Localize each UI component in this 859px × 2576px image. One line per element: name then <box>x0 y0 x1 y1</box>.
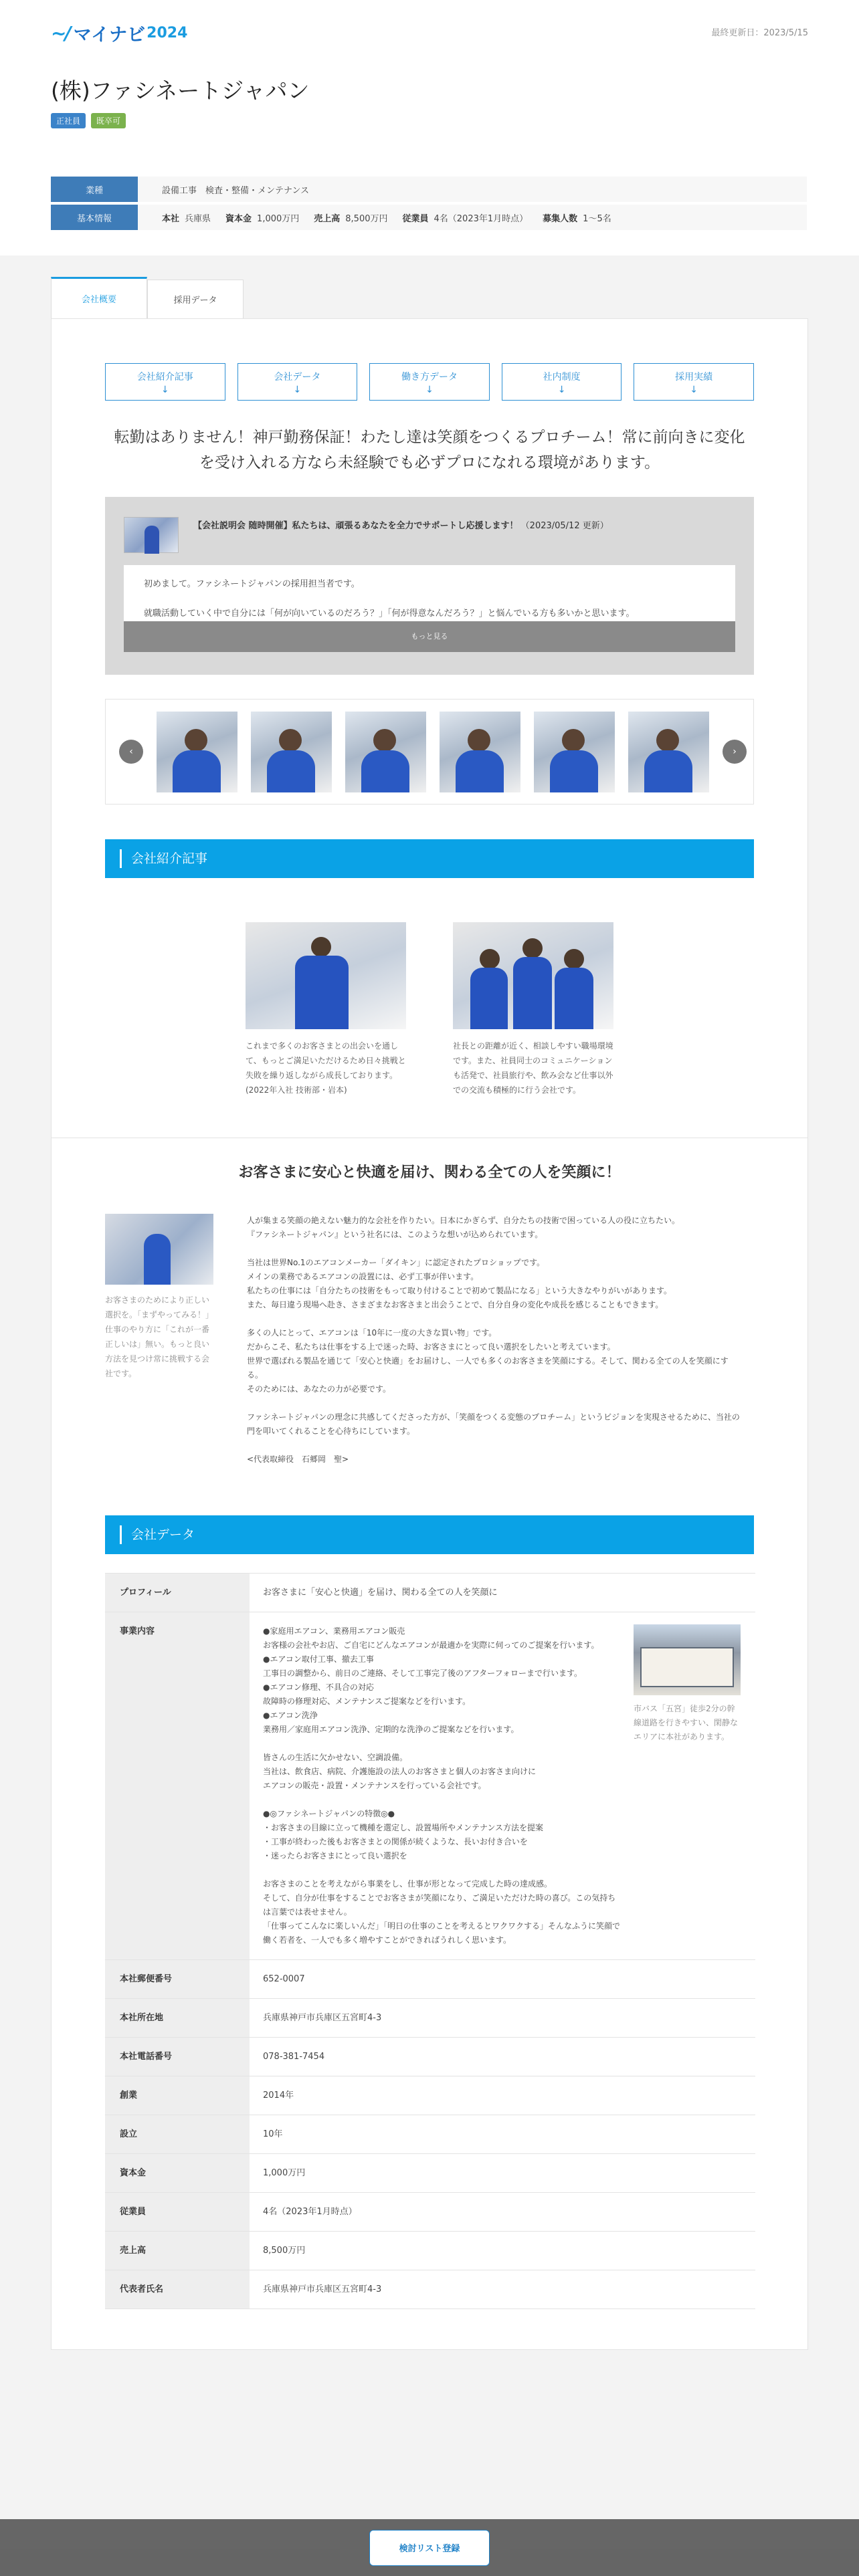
carousel-next-icon[interactable]: › <box>723 740 747 764</box>
last-updated: 最終更新日：2023/5/15 <box>711 28 808 38</box>
table-key: 創業 <box>105 2076 250 2115</box>
logo-brand: マイナビ <box>73 25 146 45</box>
basic-info-values <box>138 211 611 224</box>
table-key: 本社電話番号 <box>105 2038 250 2076</box>
business-side <box>634 1624 741 1947</box>
table-value: 2014年 <box>250 2076 755 2115</box>
section-header-articles: 会社紹介記事 <box>105 839 754 878</box>
table-key: 設立 <box>105 2115 250 2154</box>
info-employees: 従業員 4名（2023年1月時点） <box>402 213 529 224</box>
company-data-table <box>105 1573 755 2309</box>
info-capital: 資本金 1,000万円 <box>225 213 300 224</box>
table-key: 代表者氏名 <box>105 2270 250 2309</box>
message-essay: 人が集まる笑顔の絶えない魅力的な会社を作りたい。日本にかぎらず、自分たちの技術で困っている人の役に立ちたい。 『ファシネートジャパン』という社名には、このような想いが込められています。 当社は世界No.1のエアコンメーカー「ダイキン」に認定されたプロショップです。 メインの業務であるエアコンの設置には、必ず工事が伴います。 私たちの仕事には「自分たちの技術をもって取り付けることで初めて製品になる」という大きなやりがいがあります。 また、毎日違う現場へ赴き、さまざまなお客さまと出会うことで、自分自身の変化や成長を感じることもできます。 多くの人にとって、エアコンは「10年に一度の大きな買い物」です。 だからこそ、私たちは仕事をする上で迷った時、お客さまにとって良い選択をしたいと考えています。 世界で選ばれる製品を通じて「安心と快適」をお届けし、一人でも多くのお客さまを笑顔にする。そして、関わる全ての人を笑顔にする。 そのためには、あなたの力が必要です。 ファシネートジャパンの理念に共感してくださった方が、「笑顔をつくる変態のプロチーム」というビジョンを実現させるために、当社の門を叩いてくれることを心待ちにしています。 <代表取締役 石郷岡 聖> <box>247 1216 740 1464</box>
badges <box>51 113 808 128</box>
table-value: 8,500万円 <box>250 2232 755 2270</box>
article-card[interactable] <box>453 922 613 1097</box>
article-text: 社長との距離が近く、相談しやすい職場環境です。また、社員同士のコミュニケーションも活発で、社員旅行や、飲み会など仕事以外での交流も積極的に行う会社です。 <box>453 1041 613 1095</box>
company-name: (株)ファシネートジャパン <box>51 78 310 104</box>
table-value: 兵庫県神戸市兵庫区五宮町4-3 <box>250 2270 755 2309</box>
business-description: ●家庭用エアコン、業務用エアコン販売 お客様の会社やお店、ご自宅にどんなエアコンが最適かを実際に伺ってのご提案を行います。 ●エアコン取付工事、撤去工事 工事日の調整から、前日のご連絡、そして工事完了後のアフターフォローまで行います。 ●エアコン修理、不具合の対応 故障時の修理対応、メンテナンスご提案などを行います。 ●エアコン洗浄 業務用／家庭用エアコン洗浄、定期的な洗浄のご提案などを行います。 皆さんの生活に欠かせない、空調設備。 当社は、飲食店、病院、介護施設の法人のお客さまと個人のお客さま向けに エアコンの販売・設置・メンテナンスを行っている会社です。 ●◎ファシネートジャパンの特徴◎● ・お客さまの目線に立って機種を選定し、設置場所やメンテナンス方法を提案 ・工事が終わった後もお客さまとの関係が続くような、長いお付き合いを ・迷ったらお客さまにとって良い選択を お客さまのことを考えながら事業をし、仕事が形となって完成した時の達成感。 そして、自分が仕事をすることでお客さまが笑顔になり、ご満足いただけた時の喜び。この気持ちは言葉では表せません。 「仕事ってこんなに楽しいんだ」「明日の仕事のことを考えるとワクワクする」そんなふうに笑顔で働く若者を、一人でも多く増やすことができればうれしく思います。 <box>263 1626 621 1945</box>
table-row <box>105 2232 755 2270</box>
section-header-company-data: 会社データ <box>105 1515 754 1554</box>
arrow-down-icon: ↓ <box>425 384 434 395</box>
carousel-photo[interactable] <box>345 712 426 792</box>
notice-header <box>124 517 735 553</box>
table-key: 本社所在地 <box>105 1999 250 2038</box>
table-row <box>105 2076 755 2115</box>
article-text: これまで多くのお客さまとの出会いを通して、もっとご満足いただけるため日々挑戦と失敗を繰り返しながら成長しております。(2022年入社 技術部・岩本) <box>246 1041 406 1095</box>
office-caption: 市バス「五宮」徒歩2分の幹線道路を行きやすい、閑静なエリアに本社があります。 <box>634 1704 739 1741</box>
info-sales: 売上高 8,500万円 <box>314 213 388 224</box>
nav-articles[interactable]: 会社紹介記事 ↓ <box>105 363 225 401</box>
basic-info-row <box>51 205 807 230</box>
read-more-button[interactable]: もっと見る <box>124 621 735 652</box>
arrow-down-icon: ↓ <box>557 384 566 395</box>
table-value: 078-381-7454 <box>250 2038 755 2076</box>
table-value: 兵庫県神戸市兵庫区五宮町4-3 <box>250 1999 755 2038</box>
table-row <box>105 1960 755 1999</box>
article-card[interactable] <box>246 922 406 1097</box>
industry-value: 設備工事 検査・整備・メンテナンス <box>162 185 309 196</box>
message-photo <box>105 1214 213 1285</box>
table-key: 売上高 <box>105 2232 250 2270</box>
carousel-photo[interactable] <box>157 712 237 792</box>
notice-thumbnail <box>124 517 179 553</box>
table-value: 1,000万円 <box>250 2154 755 2193</box>
nav-hiring-record[interactable]: 採用実績 ↓ <box>634 363 754 401</box>
carousel-photo[interactable] <box>440 712 520 792</box>
article-photo <box>246 922 406 1029</box>
logo-year: 2024 <box>147 25 188 41</box>
badge-fulltime: 正社員 <box>51 113 86 128</box>
arrow-down-icon: ↓ <box>690 384 698 395</box>
carousel-prev-icon[interactable]: ‹ <box>119 740 143 764</box>
table-row <box>105 1999 755 2038</box>
site-header <box>0 0 859 64</box>
table-key: 事業内容 <box>105 1612 250 1960</box>
table-value: 4名（2023年1月時点） <box>250 2193 755 2232</box>
table-value: お客さまに「安心と快適」を届け、関わる全ての人を笑顔に <box>250 1574 755 1612</box>
table-row <box>105 2193 755 2232</box>
article-photo <box>453 922 613 1029</box>
add-to-list-button[interactable]: 検討リスト登録 <box>369 2530 490 2566</box>
table-row <box>105 2038 755 2076</box>
info-hq: 本社 兵庫県 <box>162 213 211 224</box>
article-list <box>105 922 754 1097</box>
message-side <box>105 1214 213 1481</box>
table-value: 10年 <box>250 2115 755 2154</box>
company-header <box>0 64 859 255</box>
event-notice <box>105 497 754 675</box>
message-side-text: お客さまのためにより正しい選択を。「まずやってみる！」仕事のやり方に「これが一番正しいは」無い。もっと良い方法を見つけ常に挑戦する会社です。 <box>105 1295 214 1378</box>
notice-body: 初めまして。ファシネートジャパンの採用担当者です。 就職活動していく中で自分には「何が向いているのだろう？」「何が得意なんだろう？」と悩んでいる方も多いかと思います。 もっと見る <box>124 565 735 652</box>
carousel-photo[interactable] <box>534 712 615 792</box>
table-key: 資本金 <box>105 2154 250 2193</box>
arrow-down-icon: ↓ <box>293 384 302 395</box>
carousel-photo[interactable] <box>251 712 332 792</box>
tab-company-overview[interactable]: 会社概要 <box>51 277 147 318</box>
photo-carousel <box>105 699 754 804</box>
basic-info-label: 基本情報 <box>51 205 138 230</box>
page-tabs <box>51 277 859 318</box>
nav-work-data[interactable]: 働き方データ ↓ <box>369 363 490 401</box>
carousel-photo[interactable] <box>628 712 709 792</box>
badge-graduates-ok: 既卒可 <box>91 113 126 128</box>
table-row <box>105 1574 755 1612</box>
tab-recruit-data[interactable]: 採用データ <box>147 280 244 318</box>
mynavi-logo[interactable] <box>51 20 187 46</box>
nav-company-data[interactable]: 会社データ ↓ <box>237 363 358 401</box>
notice-title[interactable]: 【会社説明会 随時開催】私たちは、頑張るあなたを全力でサポートし応援します！ （2023/05/12 更新） <box>193 521 609 531</box>
industry-row <box>51 177 807 202</box>
carousel-list <box>157 712 709 792</box>
table-value <box>250 1612 755 1960</box>
arrow-down-icon: ↓ <box>161 384 169 395</box>
message-body <box>105 1214 754 1481</box>
table-key: プロフィール <box>105 1574 250 1612</box>
table-row <box>105 1612 755 1960</box>
table-value: 652-0007 <box>250 1960 755 1999</box>
company-info <box>51 177 807 230</box>
section-nav <box>105 363 754 401</box>
content-panel <box>51 318 808 2350</box>
table-key: 従業員 <box>105 2193 250 2232</box>
info-recruit: 募集人数 1～5名 <box>543 213 611 224</box>
office-photo <box>634 1624 741 1695</box>
nav-benefits[interactable]: 社内制度 ↓ <box>502 363 622 401</box>
message-title: お客さまに安心と快適を届け、関わる全ての人を笑顔に！ <box>238 1164 621 1181</box>
ceo-message <box>52 1138 807 1481</box>
table-key: 本社郵便番号 <box>105 1960 250 1999</box>
catchcopy: 転勤はありません！神戸勤務保証！わたし達は笑顔をつくるプロチーム！常に前向きに変化を受け入れる方なら未経験でも必ずプロになれる環境があります。 <box>114 429 745 471</box>
table-row <box>105 2154 755 2193</box>
table-row <box>105 2270 755 2309</box>
table-row <box>105 2115 755 2154</box>
logo-mark-icon: ~/ <box>51 22 70 44</box>
industry-label: 業種 <box>51 177 138 202</box>
sticky-footer <box>0 2519 859 2576</box>
